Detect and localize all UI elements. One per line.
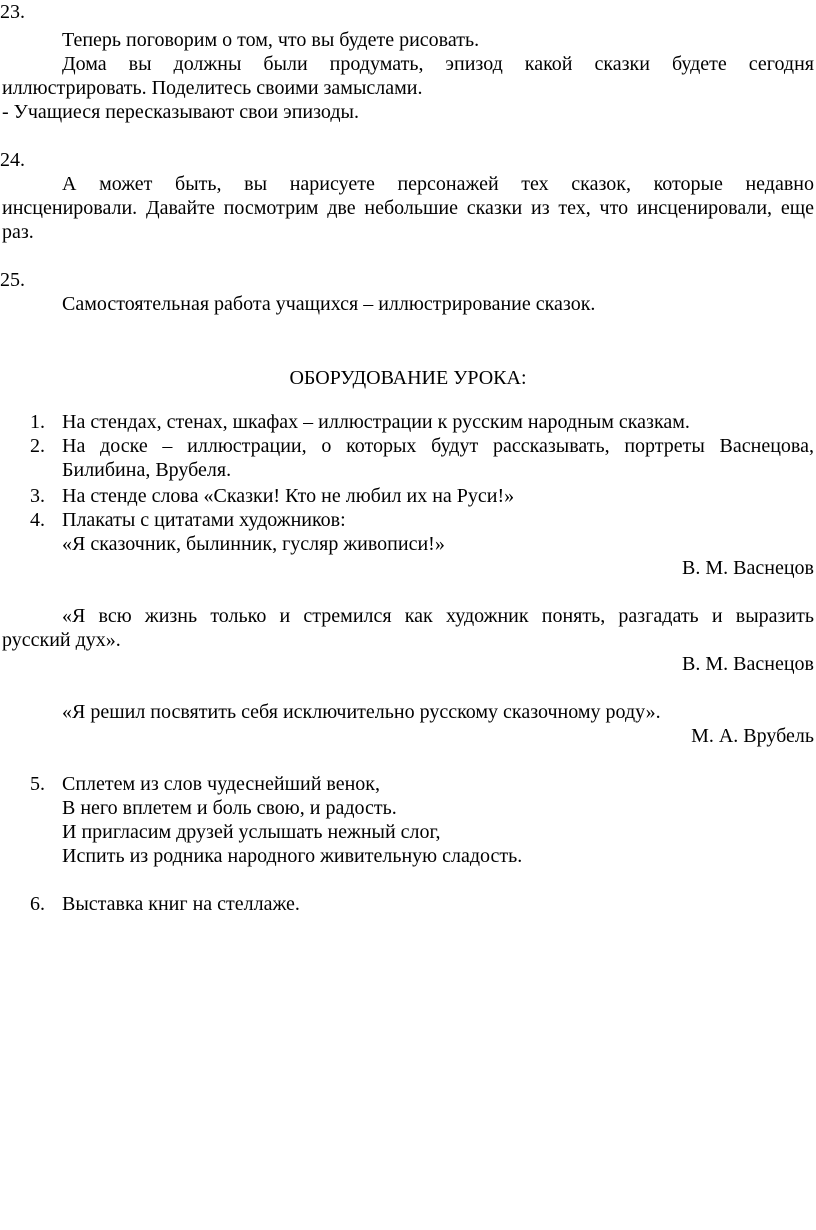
section-23-paragraph-2-line-1: Дома вы должны были продумать, эпизод какой сказки будете сегодня	[62, 53, 814, 75]
quote-3-author: М. А. Врубель	[691, 725, 814, 747]
section-24-line-2: инсценировали. Давайте посмотрим две небольшие сказки из тех, что инсценировали, еще	[2, 197, 814, 219]
section-23-paragraph-2-line-2: иллюстрировать. Поделитесь своими замыслами.	[2, 77, 423, 99]
equipment-heading: ОБОРУДОВАНИЕ УРОКА:	[289, 367, 527, 389]
section-24-number: 24.	[0, 149, 25, 171]
section-24-line-3: раз.	[2, 221, 34, 243]
section-23-paragraph-1: Теперь поговорим о том, что вы будете рисовать.	[62, 29, 480, 51]
item-3-text: На стенде слова «Сказки! Кто не любил их на Руси!»	[62, 485, 515, 507]
section-23-paragraph-3: - Учащиеся пересказывают свои эпизоды.	[2, 101, 359, 123]
quote-2-line-1: «Я всю жизнь только и стремился как художник понять, разгадать и выразить	[62, 605, 814, 627]
item-3-number: 3.	[30, 485, 45, 507]
quote-2-author: В. М. Васнецов	[682, 653, 814, 675]
item-5-line-4: Испить из родника народного живительную сладость.	[62, 845, 523, 867]
quote-1-text: «Я сказочник, былинник, гусляр живописи!»	[62, 533, 445, 555]
section-25-line-1: Самостоятельная работа учащихся – иллюстрирование сказок.	[62, 293, 596, 315]
item-6-text: Выставка книг на стеллаже.	[62, 893, 300, 915]
item-4-number: 4.	[30, 509, 45, 531]
section-24-line-1: А может быть, вы нарисуете персонажей тех сказок, которые недавно	[62, 173, 814, 195]
item-1-number: 1.	[30, 411, 45, 433]
item-2-number: 2.	[30, 435, 45, 457]
quote-2-line-2: русский дух».	[2, 629, 121, 651]
quote-1-author: В. М. Васнецов	[682, 557, 814, 579]
item-6-number: 6.	[30, 893, 45, 915]
item-5-line-1: Сплетем из слов чудеснейший венок,	[62, 773, 381, 795]
item-5-line-2: В него вплетем и боль свою, и радость.	[62, 797, 397, 819]
section-25-number: 25.	[0, 269, 25, 291]
item-5-number: 5.	[30, 773, 45, 795]
item-1-text: На стендах, стенах, шкафах – иллюстрации к русским народным сказкам.	[62, 411, 690, 433]
item-4-text: Плакаты с цитатами художников:	[62, 509, 346, 531]
item-2-line-1: На доске – иллюстрации, о которых будут рассказывать, портреты Васнецова,	[62, 435, 814, 457]
item-2-line-2: Билибина, Врубеля.	[62, 459, 232, 481]
quote-3-text: «Я решил посвятить себя исключительно русскому сказочному роду».	[62, 701, 661, 723]
item-5-line-3: И пригласим друзей услышать нежный слог,	[62, 821, 441, 843]
section-23-number: 23.	[0, 1, 25, 23]
